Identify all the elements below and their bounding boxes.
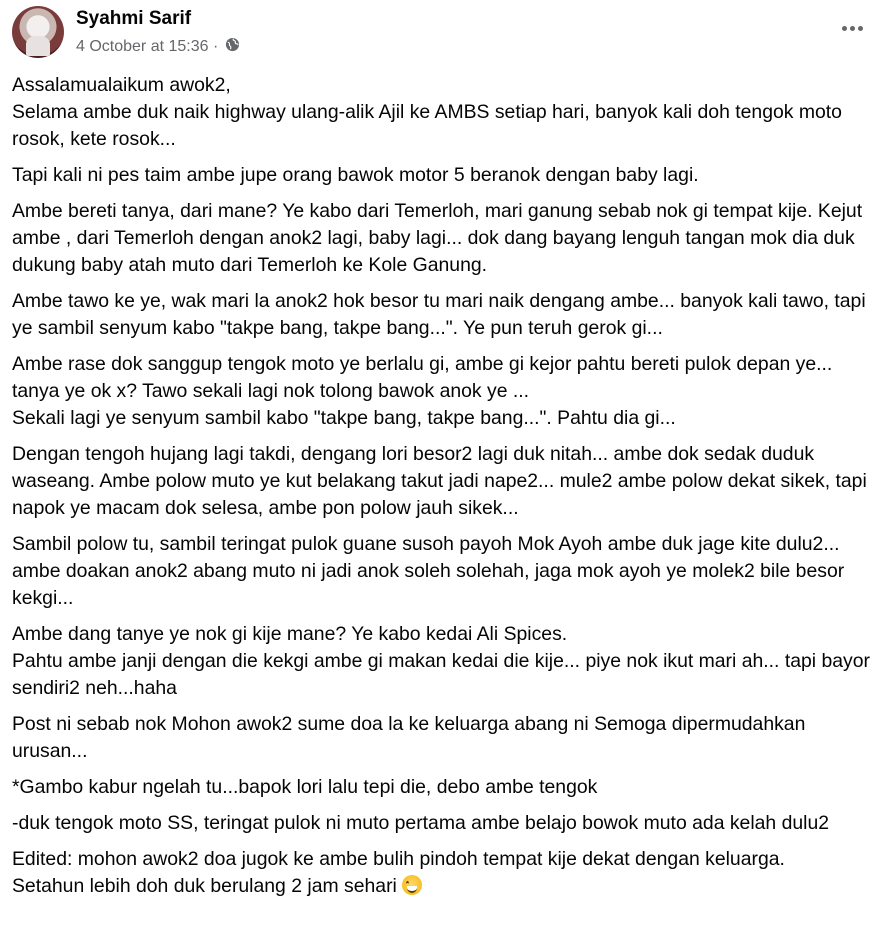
paragraph (12, 621, 876, 702)
author-name[interactable]: Syahmi Sarif (76, 8, 192, 29)
paragraph (12, 810, 876, 837)
text-line: Selama ambe duk naik highway ulang-alik Ajil ke AMBS setiap hari, banyok kali doh tengok moto rosok, kete rosok... (12, 101, 842, 150)
post-header (12, 6, 880, 62)
globe-icon[interactable] (225, 37, 240, 57)
text-line: Setahun lebih doh duk berulang 2 jam sehari (12, 875, 397, 897)
paragraph (12, 351, 876, 432)
text-line: Tapi kali ni pes taim ambe jupe orang bawok motor 5 beranok dengan baby lagi. (12, 164, 699, 186)
paragraph (12, 72, 876, 153)
paragraph (12, 711, 876, 765)
text-line: Ambe tawo ke ye, wak mari la anok2 hok besor tu mari naik dengang ambe... banyok kali tawo, tapi ye sambil senyum kabo "takpe bang, takpe bang...". Ye pun teruh gerok gi... (12, 290, 866, 339)
meta-separator: · (212, 38, 219, 55)
paragraph (12, 198, 876, 279)
post-timestamp[interactable]: 4 October at 15:36 (76, 38, 209, 55)
text-line: Dengan tengoh hujang lagi takdi, dengang lori besor2 lagi duk nitah... ambe dok sedak duduk waseang. Ambe polow muto ye kut belakang takut jadi nape2... mule2 ambe polow dekat sikek, tapi napok ye macam dok selesa, ambe pon polow jauh sikek... (12, 443, 867, 519)
text-line: Sambil polow tu, sambil teringat pulok guane susoh payoh Mok Ayoh ambe duk jage kite dulu2... ambe doakan anok2 abang muto ni jadi anok soleh solehah, jaga mok ayoh ye molek2 bile besor kekgi... (12, 533, 845, 609)
text-line: Edited: mohon awok2 doa jugok ke ambe bulih pindoh tempat kije dekat dengan keluarga. (12, 848, 785, 870)
text-line: Assalamualaikum awok2, (12, 74, 231, 96)
paragraph (12, 162, 876, 189)
text-line: Ambe bereti tanya, dari mane? Ye kabo dari Temerloh, mari ganung sebab nok gi tempat kije. Kejut ambe , dari Temerloh dengan anok2 lagi, baby lagi... dok dang bayang lenguh tangan mok dia duk dukung baby atah muto dari Temerloh ke Kole Ganung. (12, 200, 863, 276)
post-meta (76, 37, 240, 57)
avatar[interactable] (12, 6, 64, 58)
text-line: Ambe dang tanye ye nok gi kije mane? Ye kabo kedai Ali Spices. (12, 623, 568, 645)
text-line: Ambe rase dok sanggup tengok moto ye berlalu gi, ambe gi kejor pahtu bereti pulok depan ye... tanya ye ok x? Tawo sekali lagi nok tolong bawok anok ye ... (12, 353, 833, 402)
more-horizontal-icon[interactable] (838, 18, 866, 38)
paragraph (12, 846, 876, 900)
text-line: *Gambo kabur ngelah tu...bapok lori lalu tepi die, debo ambe tengok (12, 776, 598, 798)
text-line: Sekali lagi ye senyum sambil kabo "takpe bang, takpe bang...". Pahtu dia gi... (12, 407, 676, 429)
text-line: -duk tengok moto SS, teringat pulok ni muto pertama ambe belajo bowok muto ada kelah dulu2 (12, 812, 830, 834)
paragraph (12, 531, 876, 612)
text-line: Pahtu ambe janji dengan die kekgi ambe gi makan kedai die kije... piye nok ikut mari ah... tapi bayor sendiri2 neh...haha (12, 650, 870, 699)
post-body (12, 72, 876, 909)
paragraph (12, 774, 876, 801)
paragraph (12, 441, 876, 522)
grinning-face-sweat-emoji (402, 875, 422, 895)
text-line: Post ni sebab nok Mohon awok2 sume doa la ke keluarga abang ni Semoga dipermudahkan urusan... (12, 713, 806, 762)
paragraph (12, 288, 876, 342)
